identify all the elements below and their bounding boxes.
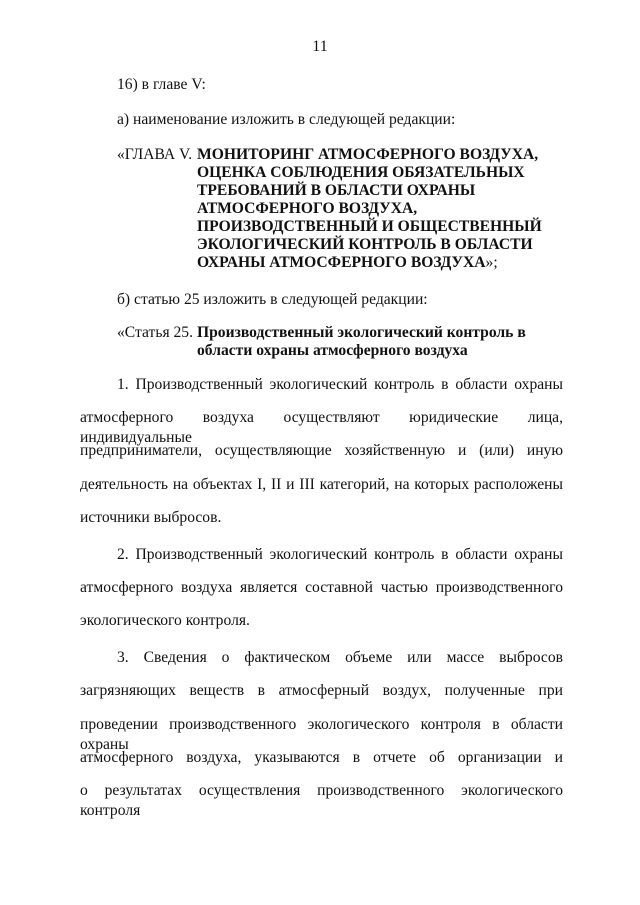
- paragraph-1-line-5: источники выбросов.: [80, 509, 222, 526]
- amendment-item-16: 16) в главе V:: [117, 76, 206, 93]
- chapter-closing-quote: »;: [485, 254, 498, 271]
- chapter-title-line-3: ТРЕБОВАНИЙ В ОБЛАСТИ ОХРАНЫ: [197, 182, 476, 199]
- paragraph-3-line-4: атмосферного воздуха, указываются в отчете об организации и: [80, 749, 563, 766]
- paragraph-3-line-2: загрязняющих веществ в атмосферный воздух, полученные при: [80, 682, 563, 699]
- paragraph-3-line-5: о результатах осуществления производственного экологического контроля: [80, 782, 563, 819]
- paragraph-3-line-1: 3. Сведения о фактическом объеме или массе выбросов: [117, 649, 563, 666]
- chapter-prefix: «ГЛАВА V.: [117, 146, 193, 163]
- amendment-item-b: б) статью 25 изложить в следующей редакции:: [117, 291, 428, 308]
- paragraph-2-line-2: атмосферного воздуха является составной частью производственного: [80, 579, 563, 596]
- paragraph-1-line-1: 1. Производственный экологический контроль в области охраны: [117, 376, 563, 393]
- article-title-line-2: области охраны атмосферного воздуха: [197, 342, 468, 359]
- chapter-title-line-6: ЭКОЛОГИЧЕСКИЙ КОНТРОЛЬ В ОБЛАСТИ: [197, 236, 533, 253]
- paragraph-1-line-4: деятельность на объектах I, II и III категорий, на которых расположены: [80, 476, 563, 493]
- chapter-title-line-2: ОЦЕНКА СОБЛЮДЕНИЯ ОБЯЗАТЕЛЬНЫХ: [197, 164, 525, 181]
- article-prefix: «Статья 25.: [117, 324, 194, 341]
- chapter-title-line-4: АТМОСФЕРНОГО ВОЗДУХА,: [197, 200, 418, 217]
- paragraph-3-line-3: проведении производственного экологического контроля в области охраны: [80, 716, 563, 753]
- chapter-title-line-7-text: ОХРАНЫ АТМОСФЕРНОГО ВОЗДУХА: [197, 254, 486, 271]
- chapter-title-line-5: ПРОИЗВОДСТВЕННЫЙ И ОБЩЕСТВЕННЫЙ: [197, 218, 542, 235]
- amendment-item-a: а) наименование изложить в следующей редакции:: [117, 111, 456, 128]
- paragraph-1-line-2: атмосферного воздуха осуществляют юридические лица, индивидуальные: [80, 409, 563, 446]
- chapter-title-line-1: МОНИТОРИНГ АТМОСФЕРНОГО ВОЗДУХА,: [197, 146, 539, 163]
- chapter-title-line-7: [197, 253, 498, 273]
- paragraph-2-line-1: 2. Производственный экологический контроль в области охраны: [117, 546, 563, 563]
- page-number: 11: [312, 38, 328, 55]
- paragraph-2-line-3: экологического контроля.: [80, 612, 250, 629]
- paragraph-1-line-3: предприниматели, осуществляющие хозяйственную и (или) иную: [80, 442, 563, 459]
- article-title-line-1: Производственный экологический контроль в: [197, 324, 526, 341]
